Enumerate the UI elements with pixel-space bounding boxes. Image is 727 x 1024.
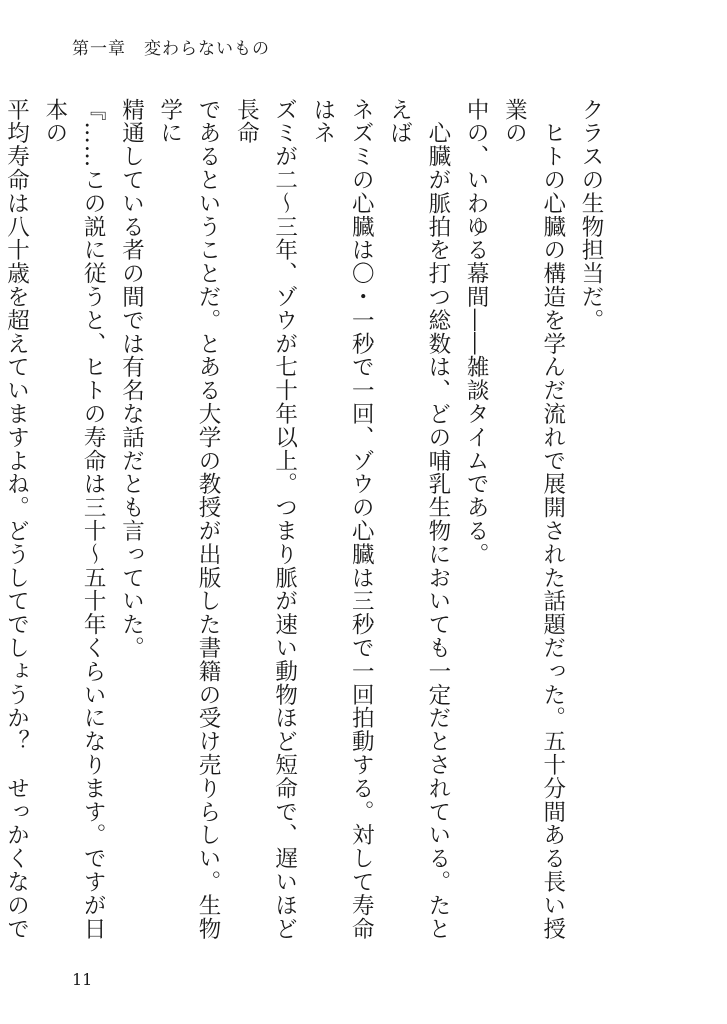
text-line: であるということだ。とある大学の教授が出版した書籍の受け売りらしい。生物学に xyxy=(156,98,222,941)
text-line: ヒトの心臓の構造を学んだ流れで展開された話題だった。五十分間ある長い授業の xyxy=(501,98,566,941)
text-line: 中の、いわゆる幕間――雑談タイムである。 xyxy=(463,98,490,566)
page-number: 11 xyxy=(72,970,93,989)
vertical-body-text xyxy=(3,98,610,958)
text-line: 平均寿命は八十歳を超えていますよね。どうしてでしょうか？ せっかくなので xyxy=(3,98,30,941)
text-line: ズミが二～三年、ゾウが七十年以上。つまり脈が速い動物ほど短命で、遅いほど長命 xyxy=(233,98,298,941)
text-line: 心臓が脈拍を打つ総数は、どの哺乳生物においても一定だとされている。たとえば xyxy=(386,98,451,941)
text-line: 『……この説に従うと、ヒトの寿命は三十～五十年くらいになります。ですが日本の xyxy=(41,98,107,941)
text-line: ネズミの心臓は〇・一秒で一回、ゾウの心臓は三秒で一回拍動する。対して寿命はネ xyxy=(309,98,375,941)
running-head: 第一章 変わらないもの xyxy=(72,39,270,59)
text-line: 精通している者の間では有名な話だとも言っていた。 xyxy=(118,98,145,660)
text-line: クラスの生物担当だ。 xyxy=(578,98,604,332)
